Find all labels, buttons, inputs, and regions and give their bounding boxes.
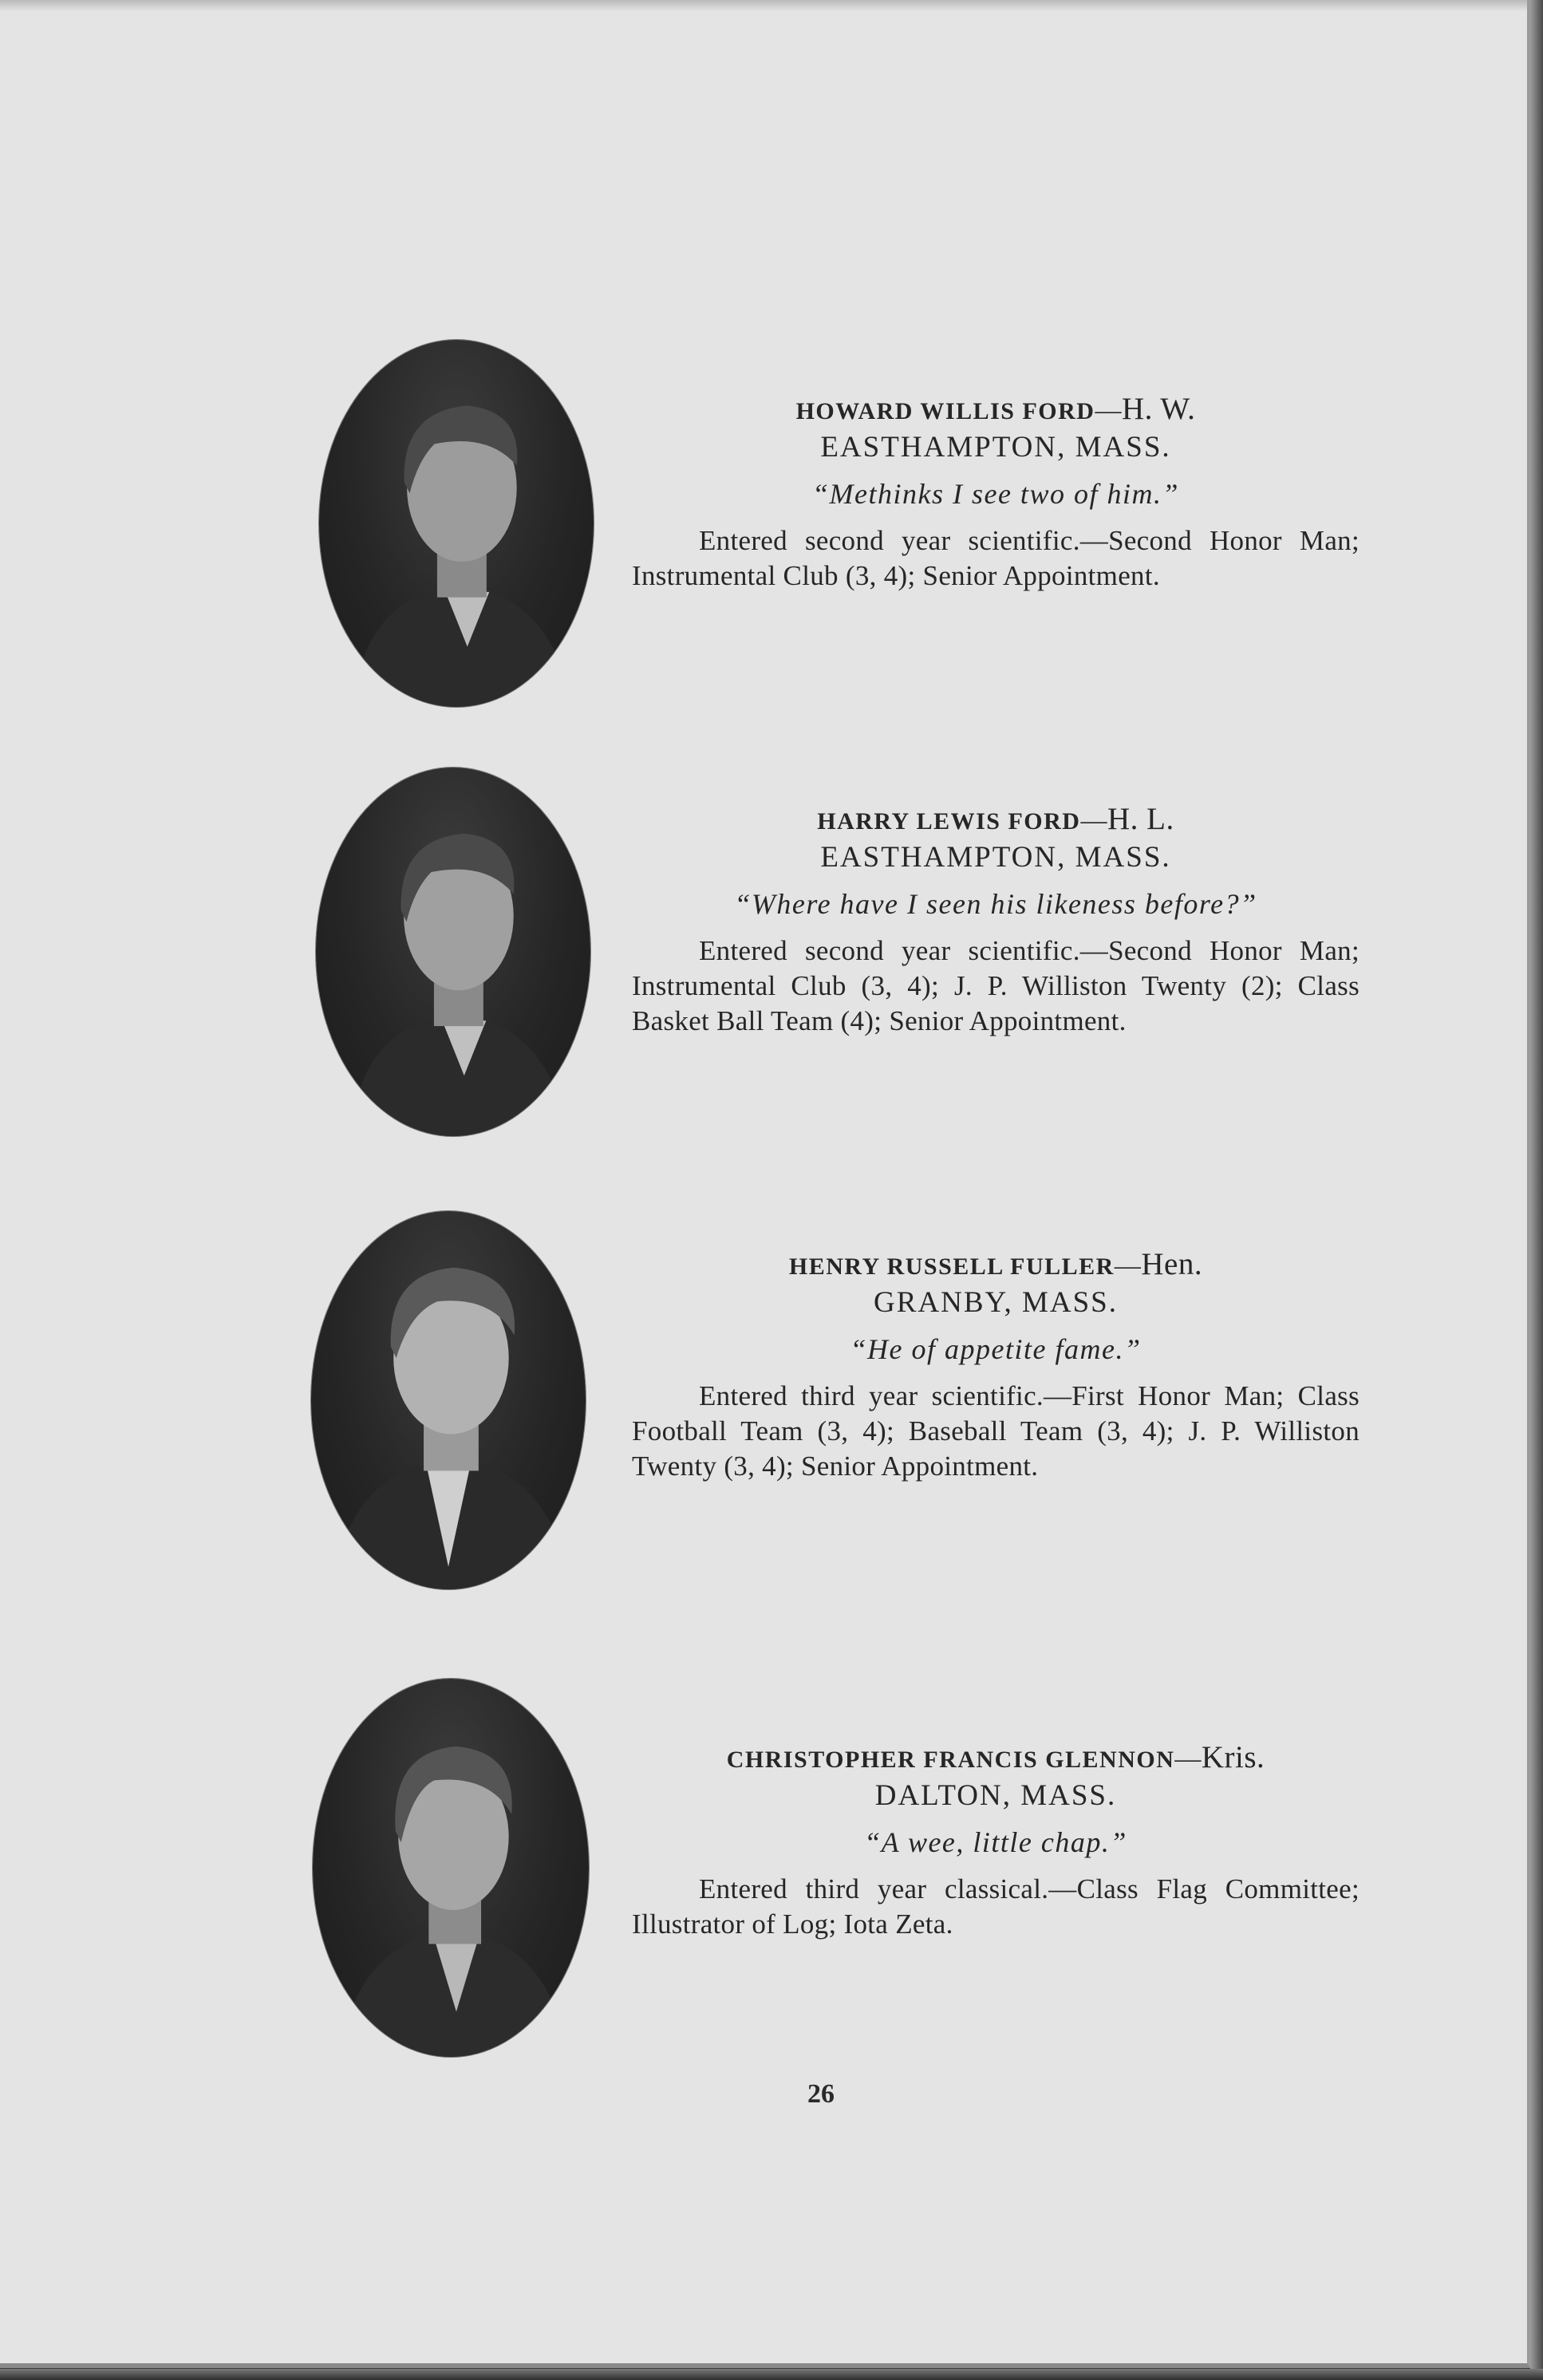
quote: “He of appetite fame.” xyxy=(850,1333,1142,1365)
biography: Entered second year scientific.—Second Honor Man; Instrumental Club (3, 4); Senior Appointment. xyxy=(632,525,1359,591)
biography: Entered third year scientific.—First Honor Man; Class Football Team (3, 4); Baseball Team (3, 4); J. P. Williston Twenty (3, 4); Senior Appointment. xyxy=(632,1380,1359,1482)
nickname: H. W. xyxy=(1121,392,1196,426)
portrait-photo xyxy=(316,768,590,1136)
quote: “Methinks I see two of him.” xyxy=(812,478,1179,510)
nickname: H. L. xyxy=(1107,802,1174,836)
student-name: HARRY LEWIS FORD xyxy=(817,808,1081,835)
portrait-photo xyxy=(319,340,594,707)
hometown: GRANBY, MASS. xyxy=(874,1286,1118,1319)
quote: “Where have I seen his likeness before?” xyxy=(734,888,1257,920)
page-edge-shadow xyxy=(1530,0,1543,2380)
student-name: HENRY RUSSELL FULLER xyxy=(788,1253,1115,1280)
student-name: CHRISTOPHER FRANCIS GLENNON xyxy=(726,1747,1175,1773)
page-edge-shadow xyxy=(0,2369,1543,2380)
page-number: 26 xyxy=(807,2079,835,2109)
hometown: EASTHAMPTON, MASS. xyxy=(820,431,1171,464)
biography: Entered third year classical.—Class Flag Committee; Illustrator of Log; Iota Zeta. xyxy=(632,1873,1359,1940)
separator: — xyxy=(1080,807,1107,835)
nickname: Hen. xyxy=(1141,1247,1203,1281)
portrait-photo xyxy=(311,1211,586,1589)
biography: Entered second year scientific.—Second Honor Man; Instrumental Club (3, 4); J. P. Williston Twenty (2); Class Basket Ball Team (4); Senior Appointment. xyxy=(632,935,1359,1036)
separator: — xyxy=(1114,1252,1142,1281)
portrait-photo xyxy=(313,1679,589,2057)
quote: “A wee, little chap.” xyxy=(864,1826,1127,1858)
name-line xyxy=(632,801,1359,837)
student-entry xyxy=(632,801,1359,1039)
student-entry xyxy=(632,1739,1359,1942)
name-line xyxy=(632,1739,1359,1775)
name-line xyxy=(632,391,1359,427)
hometown: DALTON, MASS. xyxy=(874,1779,1117,1812)
separator: — xyxy=(1174,1745,1202,1774)
student-entry xyxy=(632,391,1359,594)
separator: — xyxy=(1095,397,1122,425)
name-line xyxy=(632,1246,1359,1282)
student-entry xyxy=(632,1246,1359,1484)
nickname: Kris. xyxy=(1201,1740,1265,1774)
student-name: HOWARD WILLIS FORD xyxy=(795,398,1095,424)
hometown: EASTHAMPTON, MASS. xyxy=(820,841,1171,874)
